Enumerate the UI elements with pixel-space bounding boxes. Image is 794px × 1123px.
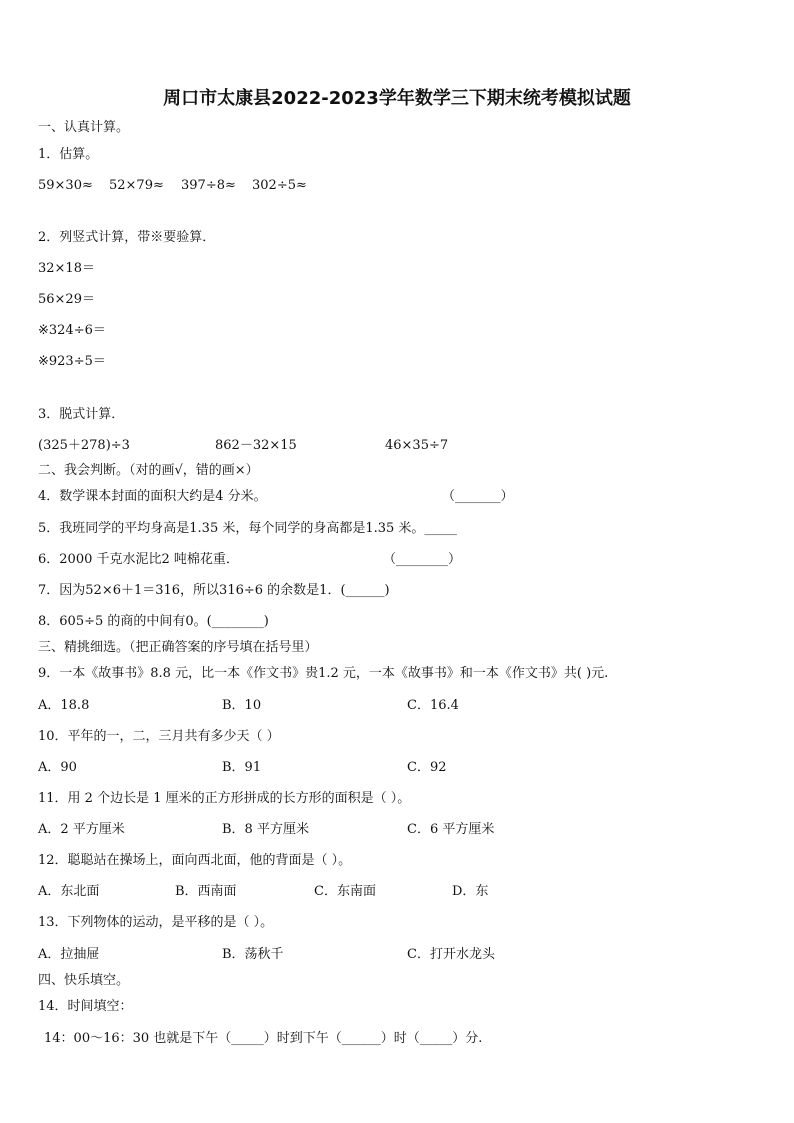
q11-option-a: A．2 平方厘米	[38, 822, 125, 837]
q14-label: 14．时间填空：	[38, 999, 133, 1014]
q2-item-2: 56×29＝	[38, 292, 95, 307]
q11-option-c: C．6 平方厘米	[407, 822, 495, 837]
q12-option-d: D．东	[452, 884, 489, 899]
q9-text: 9．一本《故事书》8.8 元，比一本《作文书》贵1.2 元，一本《故事书》和一本《作文书》共( )元.	[38, 666, 609, 681]
q12-option-a: A．东北面	[38, 884, 100, 899]
q4-answer-blank[interactable]: （_______）	[442, 489, 514, 504]
q12-option-b: B．西南面	[175, 884, 237, 899]
q4-text: 4．数学课本封面的面积大约是4 分米。	[38, 489, 267, 504]
q3-label: 3．脱式计算．	[38, 407, 125, 422]
q9-option-b: B．10	[222, 698, 262, 713]
q13-option-c: C．打开水龙头	[407, 947, 495, 962]
section4-heading: 四、快乐填空。	[38, 973, 130, 988]
q2-item-1: 32×18＝	[38, 261, 95, 276]
q6-text: 6．2000 千克水泥比2 吨棉花重．	[38, 552, 239, 567]
q13-text: 13．下列物体的运动，是平移的是（ ）。	[38, 915, 274, 930]
q3-item-2: 862－32×15	[215, 438, 297, 453]
q12-text: 12．聪聪站在操场上，面向西北面，他的背面是（ ）。	[38, 853, 352, 868]
q10-option-c: C．92	[407, 760, 447, 775]
section1-heading: 一、认真计算。	[38, 120, 130, 135]
q13-option-a: A．拉抽屉	[38, 947, 100, 962]
q11-text: 11．用 2 个边长是 1 厘米的正方形拼成的长方形的面积是（ ）。	[38, 791, 411, 806]
q1-item-3: 397÷8≈	[181, 178, 236, 193]
q11-option-b: B．8 平方厘米	[222, 822, 309, 837]
q5-text: 5．我班同学的平均身高是1.35 米，每个同学的身高都是1.35 米。_____	[38, 521, 457, 536]
q6-answer-blank[interactable]: （________）	[383, 552, 462, 567]
q9-option-a: A．18.8	[38, 698, 90, 713]
q12-option-c: C．东南面	[314, 884, 376, 899]
q1-label: 1．估算。	[38, 147, 99, 162]
q8-text: 8．605÷5 的商的中间有0。(________)	[38, 614, 269, 629]
q2-label: 2．列竖式计算，带※要验算．	[38, 230, 216, 245]
q9-option-c: C．16.4	[407, 698, 459, 713]
q1-item-2: 52×79≈	[109, 178, 164, 193]
q1-item-1: 59×30≈	[38, 178, 93, 193]
q7-text: 7．因为52×6＋1＝316，所以316÷6 的余数是1．(______)	[38, 583, 390, 598]
q3-item-1: (325＋278)÷3	[38, 438, 130, 453]
q10-text: 10．平年的一，二，三月共有多少天（ ）	[38, 729, 280, 744]
q10-option-b: B．91	[222, 760, 262, 775]
q13-option-b: B．荡秋千	[222, 947, 284, 962]
q14-text: 14：00～16：30 也就是下午（_____）时到下午（______）时（_____）分.	[44, 1031, 483, 1046]
section2-heading: 二、我会判断。（对的画√，错的画×）	[38, 463, 259, 478]
q1-item-4: 302÷5≈	[252, 178, 307, 193]
q2-item-3: ※324÷6＝	[38, 323, 106, 338]
q10-option-a: A．90	[38, 760, 77, 775]
page-title: 周口市太康县2022-2023学年数学三下期末统考模拟试题	[163, 88, 631, 109]
q2-item-4: ※923÷5＝	[38, 354, 106, 369]
section3-heading: 三、精挑细选。（把正确答案的序号填在括号里）	[38, 640, 318, 655]
q3-item-3: 46×35÷7	[385, 438, 449, 453]
